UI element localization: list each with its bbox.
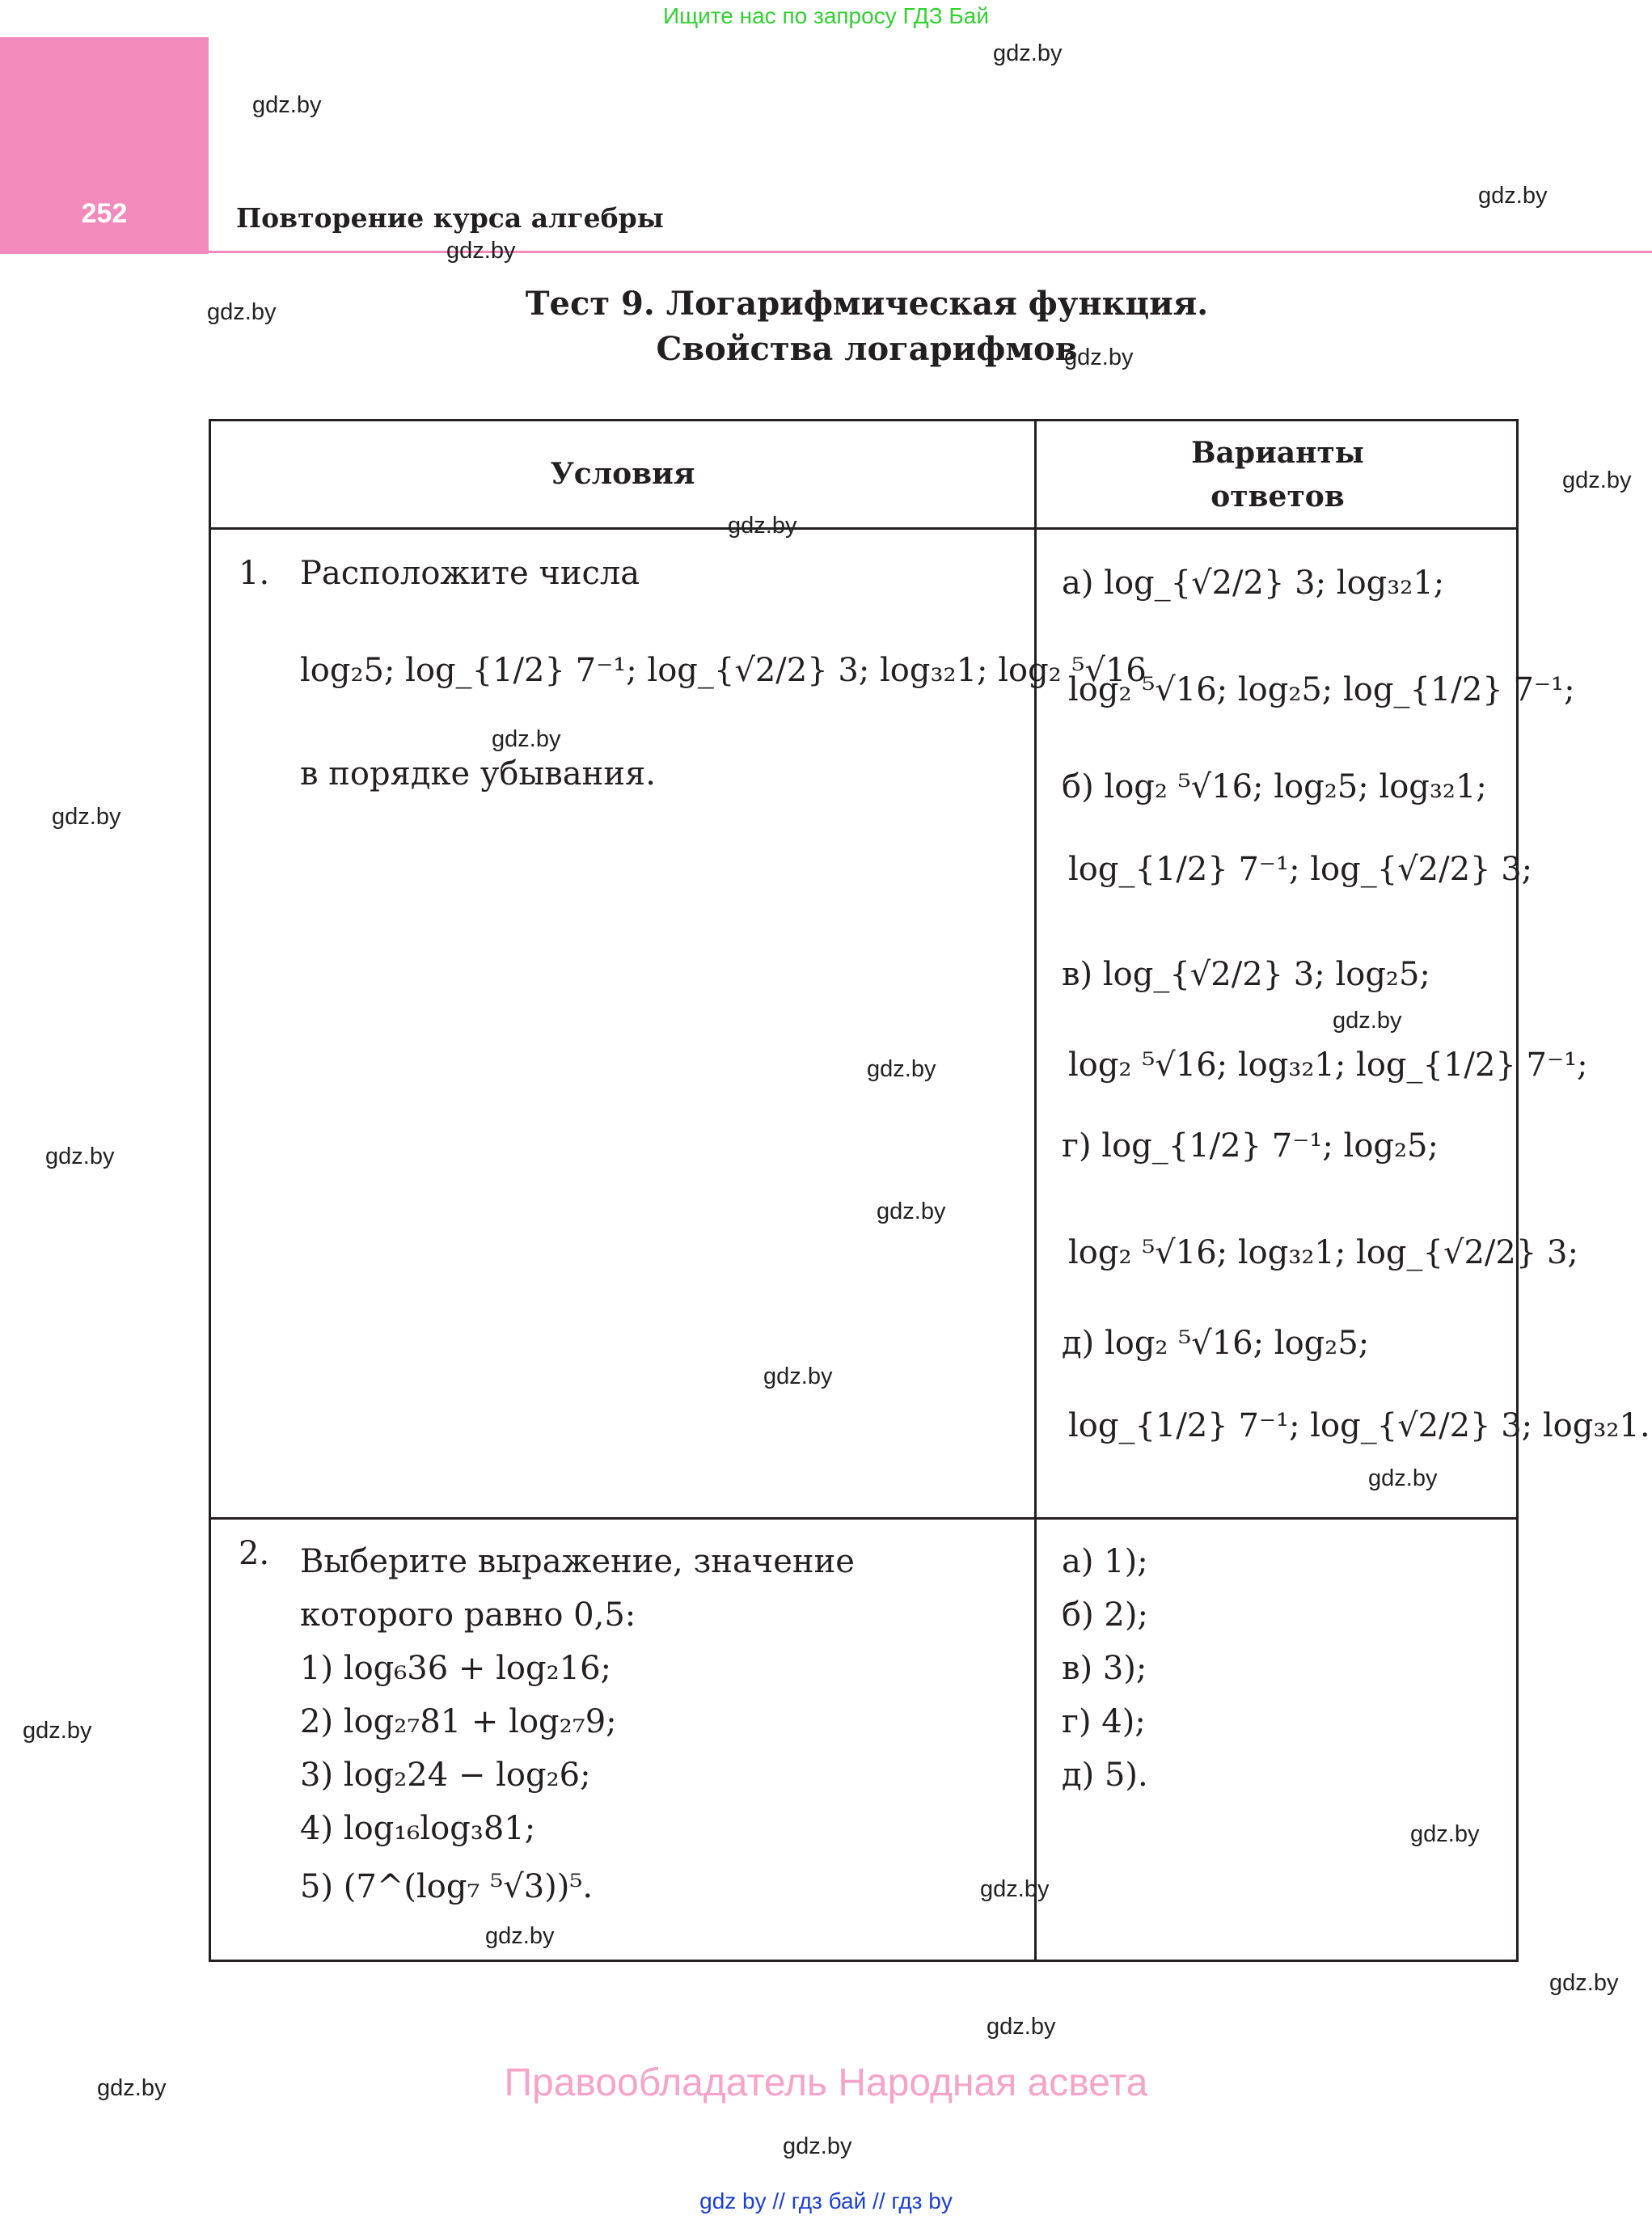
watermark: gdz.by: [97, 2075, 167, 2101]
watermark: gdz.by: [1562, 467, 1632, 493]
copyright-holder: Правообладатель Народная асвета: [504, 2061, 1148, 2104]
watermark: gdz.by: [993, 40, 1063, 66]
watermark: gdz.by: [492, 726, 561, 752]
watermark: gdz.by: [783, 2133, 852, 2159]
watermark: gdz.by: [1410, 1821, 1480, 1847]
answer-option: д) log₂ ⁵√16; log₂5;: [1062, 1325, 1370, 1362]
answers-header-line1: Варианты: [1191, 436, 1364, 470]
test-title-line1: Тест 9. Логарифмическая функция.: [525, 285, 1209, 323]
question-number: 1.: [239, 555, 270, 592]
answers-header-line2: ответов: [1210, 480, 1345, 514]
question-prompt: Расположите числа: [300, 555, 640, 592]
watermark: gdz.by: [23, 1718, 92, 1744]
expression-item: 4) log₁₆log₃81;: [300, 1810, 536, 1847]
answer-option: б) 2);: [1062, 1596, 1148, 1634]
answer-option-continued: log₂ ⁵√16; log₃₂1; log_{1/2} 7⁻¹;: [1068, 1046, 1588, 1084]
conditions-header: Условия: [550, 457, 695, 491]
question-expression: log₂5; log_{1/2} 7⁻¹; log_{√2/2} 3; log₃₂1; log₂ ⁵√16: [300, 652, 1147, 689]
watermark: gdz.by: [1478, 183, 1548, 209]
running-title: Повторение курса алгебры: [236, 202, 664, 234]
answer-option: д) 5).: [1062, 1757, 1148, 1794]
header-row-divider: [211, 527, 1516, 530]
answer-option-continued: log_{1/2} 7⁻¹; log_{√2/2} 3; log₃₂1.: [1068, 1407, 1650, 1444]
question-prompt: Выберите выражение, значение: [300, 1543, 855, 1580]
expression-item: 1) log₆36 + log₂16;: [300, 1650, 612, 1687]
watermark: gdz.by: [728, 513, 797, 539]
header-rule: [209, 251, 1652, 253]
watermark: gdz.by: [763, 1364, 833, 1389]
watermark: gdz.by: [877, 1199, 946, 1224]
watermark: gdz.by: [1064, 345, 1134, 370]
expression-item: 3) log₂24 − log₂6;: [300, 1757, 591, 1794]
test-title-line2: Свойства логарифмов: [656, 330, 1078, 368]
answer-option: а) log_{√2/2} 3; log₃₂1;: [1062, 564, 1445, 602]
watermark: gdz.by: [867, 1056, 936, 1082]
watermark: gdz.by: [980, 1876, 1050, 1902]
watermark: gdz.by: [446, 238, 516, 264]
watermark: gdz.by: [987, 2014, 1056, 2040]
question-number: 2.: [239, 1535, 270, 1572]
watermark: gdz.by: [52, 804, 121, 830]
watermark: gdz.by: [45, 1144, 115, 1169]
watermark: gdz.by: [1368, 1465, 1438, 1491]
search-banner: Ищите нас по запросу ГДЗ Бай: [662, 3, 990, 28]
answer-option: г) 4);: [1062, 1703, 1146, 1740]
answer-option: б) log₂ ⁵√16; log₂5; log₃₂1;: [1062, 768, 1487, 805]
answer-option: а) 1);: [1062, 1543, 1148, 1580]
expression-item: 2) log₂₇81 + log₂₇9;: [300, 1703, 617, 1740]
question-prompt-continued: которого равно 0,5:: [300, 1596, 636, 1634]
watermark: gdz.by: [1549, 1970, 1619, 1996]
watermark: gdz.by: [1333, 1008, 1402, 1034]
answer-option-continued: log_{1/2} 7⁻¹; log_{√2/2} 3;: [1068, 851, 1533, 888]
watermark: gdz.by: [485, 1923, 555, 1949]
expression-item: 5) (7^(log₇ ⁵√3))⁵.: [300, 1868, 594, 1905]
answer-option-continued: log₂ ⁵√16; log₃₂1; log_{√2/2} 3;: [1068, 1234, 1578, 1271]
watermark: gdz.by: [207, 299, 277, 325]
question-suffix: в порядке убывания.: [300, 755, 656, 793]
answer-option-continued: log₂ ⁵√16; log₂5; log_{1/2} 7⁻¹;: [1068, 671, 1575, 708]
watermark: gdz.by: [252, 92, 322, 118]
answer-option: в) log_{√2/2} 3; log₂5;: [1062, 956, 1430, 993]
answer-option: г) log_{1/2} 7⁻¹; log₂5;: [1062, 1127, 1439, 1165]
page-number: 252: [81, 198, 128, 229]
question-row-divider: [211, 1517, 1516, 1520]
answer-option: в) 3);: [1062, 1650, 1147, 1687]
footer-links[interactable]: gdz by // гдз бай // гдз by: [699, 2188, 953, 2213]
